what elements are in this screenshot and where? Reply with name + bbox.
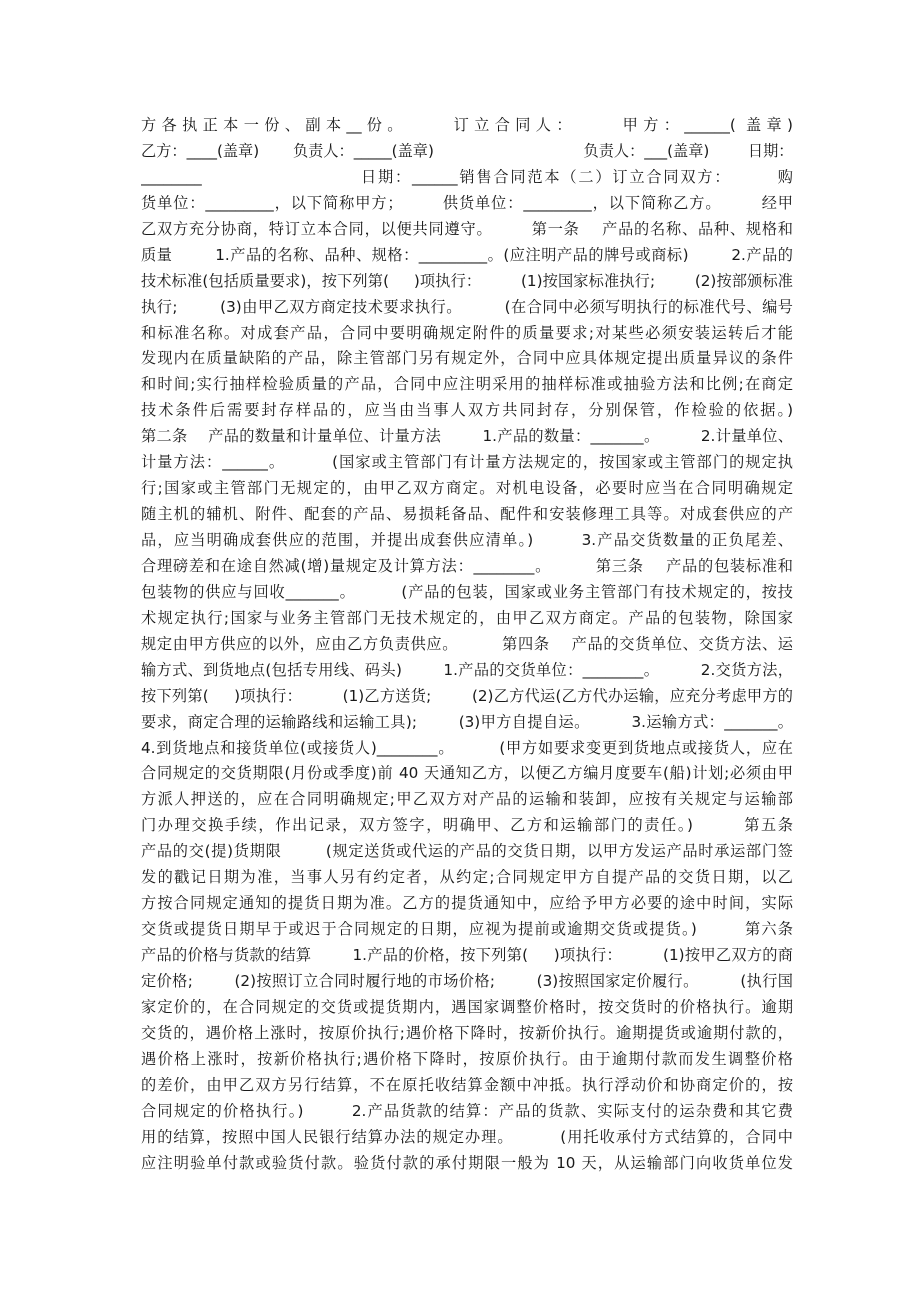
text-line: 门办理交换手续，作出记录，双方签字，明确甲、乙方和运输部门的责任。) 第五条	[141, 816, 793, 835]
text-line: 品，应当明确成套供应的范围，并提出成套供应清单。) 3.产品交货数量的正负尾差、	[141, 531, 793, 549]
text-line: 发的戳记日期为准，当事人另有约定者，从约定;合同规定甲方自提产品的交货日期，以乙	[141, 868, 793, 887]
text-line: 第二条 产品的数量和计量单位、计量方法 1.产品的数量：_______。 2.计量单位、	[141, 427, 793, 446]
text-line: 包装物的供应与回收_______。 (产品的包装，国家或业务主管部门有技术规定的，按技	[141, 582, 793, 601]
text-line: 按下列第( )项执行： (1)乙方送货; (2)乙方代运(乙方代办运输，应充分考虑甲方的	[141, 686, 793, 705]
text-line: 的差价，由甲乙双方另行结算，不在原托收结算金额中冲抵。执行浮动价和协商定价的，按	[141, 1075, 793, 1094]
text-line: 要求，商定合理的运输路线和运输工具); (3)甲方自提自运。 3.运输方式：_______。	[141, 712, 793, 731]
text-line: 和时间;实行抽样检验质量的产品，合同中应注明采用的抽样标准或抽验方法和比例;在商定	[141, 375, 793, 394]
text-line: 执行; (3)由甲乙双方商定技术要求执行。 (在合同中必须写明执行的标准代号、编号	[141, 297, 793, 316]
text-line: 合理磅差和在途自然减(增)量规定及计算方法：________。 第三条 产品的包装标准和	[141, 556, 793, 575]
text-line: 4.到货地点和接货单位(或接货人)________。 (甲方如要求变更到货地点或接货人，应在	[141, 738, 793, 757]
text-line: 方按合同规定通知的提货日期为准。乙方的提货通知中，应给予甲方必要的途中时间，实际	[141, 894, 793, 913]
text-line: 技术条件后需要封存样品的，应当由当事人双方共同封存，分别保管，作检验的依据。)	[141, 401, 793, 420]
text-line: 技术标准(包括质量要求)，按下列第( )项执行： (1)按国家标准执行; (2)按部颁标准	[141, 271, 793, 290]
text-line: 方 各 执 正 本 一 份 、 副 本 __ 份 。 订 立 合 同 人 ： 甲 方 ： ______( 盖 章 )	[141, 116, 793, 134]
text-line: 应注明验单付款或验货付款。验货付款的承付期限一般为 10 天，从运输部门向收货单位发	[141, 1153, 793, 1172]
text-line: 输方式、到货地点(包括专用线、码头) 1.产品的交货单位：________。 2.交货方法，	[141, 660, 793, 679]
text-line: 用的结算，按照中国人民银行结算办法的规定办理。 (用托收承付方式结算的，合同中	[141, 1127, 793, 1146]
text-line: 交货的，遇价格上涨时，按原价执行;遇价格下降时，按新价执行。逾期提货或逾期付款的，	[141, 1023, 793, 1042]
text-line: 产品的交(提)货期限 (规定送货或代运的产品的交货日期，以甲方发运产品时承运部门签	[141, 842, 793, 861]
text-line: 计量方法：______。 (国家或主管部门有计量方法规定的，按国家或主管部门的规定执	[141, 453, 793, 472]
text-line: 术规定执行;国家与业务主管部门无技术规定的，由甲乙双方商定。产品的包装物，除国家	[141, 608, 793, 627]
text-line: 规定由甲方供应的以外，应由乙方负责供应。 第四条 产品的交货单位、交货方法、运	[141, 634, 793, 653]
text-line: 货单位：_________，以下简称甲方； 供货单位：_________，以下简称乙方。 经甲	[141, 193, 793, 212]
text-line: 交货或提货日期早于或迟于合同规定的日期，应视为提前或逾期交货或提货。) 第六条	[141, 920, 793, 939]
text-line: 定价格; (2)按照订立合同时履行地的市场价格; (3)按照国家定价履行。 (执行国	[141, 971, 793, 990]
text-line: 随主机的辅机、附件、配套的产品、易损耗备品、配件和安装修理工具等。对成套供应的产	[141, 505, 793, 524]
text-line: 乙双方充分协商，特订立本合同，以便共同遵守。 第一条 产品的名称、品种、规格和	[141, 219, 793, 238]
text-line: 遇价格上涨时，按新价格执行;遇价格下降时，按原价执行。由于逾期付款而发生调整价格	[141, 1049, 793, 1068]
text-line: ________ 日期：______销售合同范本（二）订立合同双方： 购	[141, 167, 793, 186]
text-line: 行;国家或主管部门无规定的，由甲乙双方商定。对机电设备，必要时应当在合同明确规定	[141, 479, 793, 498]
text-line: 合同规定的交货期限(月份或季度)前 40 天通知乙方，以便乙方编月度要车(船)计划;必须由甲	[141, 764, 793, 783]
text-line: 合同规定的价格执行。) 2.产品货款的结算：产品的货款、实际支付的运杂费和其它费	[141, 1101, 793, 1120]
text-line: 家定价的，在合同规定的交货或提货期内，遇国家调整价格时，按交货时的价格执行。逾期	[141, 997, 793, 1016]
contract-text-block	[141, 113, 793, 1176]
text-line: 质量 1.产品的名称、品种、规格：_________。(应注明产品的牌号或商标) 2.产品的	[141, 245, 793, 264]
text-line: 和标准名称。对成套产品，合同中要明确规定附件的质量要求;对某些必须安装运转后才能	[141, 323, 793, 342]
text-line: 发现内在质量缺陷的产品，除主管部门另有规定外，合同中应具体规定提出质量异议的条件	[141, 349, 793, 368]
text-line: 产品的价格与货款的结算 1.产品的价格，按下列第( )项执行： (1)按甲乙双方的商	[141, 946, 793, 964]
text-line: 乙方：____(盖章) 负责人：_____(盖章) 负责人：___(盖章) 日期：	[141, 141, 793, 160]
text-line: 方派人押送的，应在合同明确规定;甲乙双方对产品的运输和装卸，应按有关规定与运输部	[141, 790, 793, 809]
